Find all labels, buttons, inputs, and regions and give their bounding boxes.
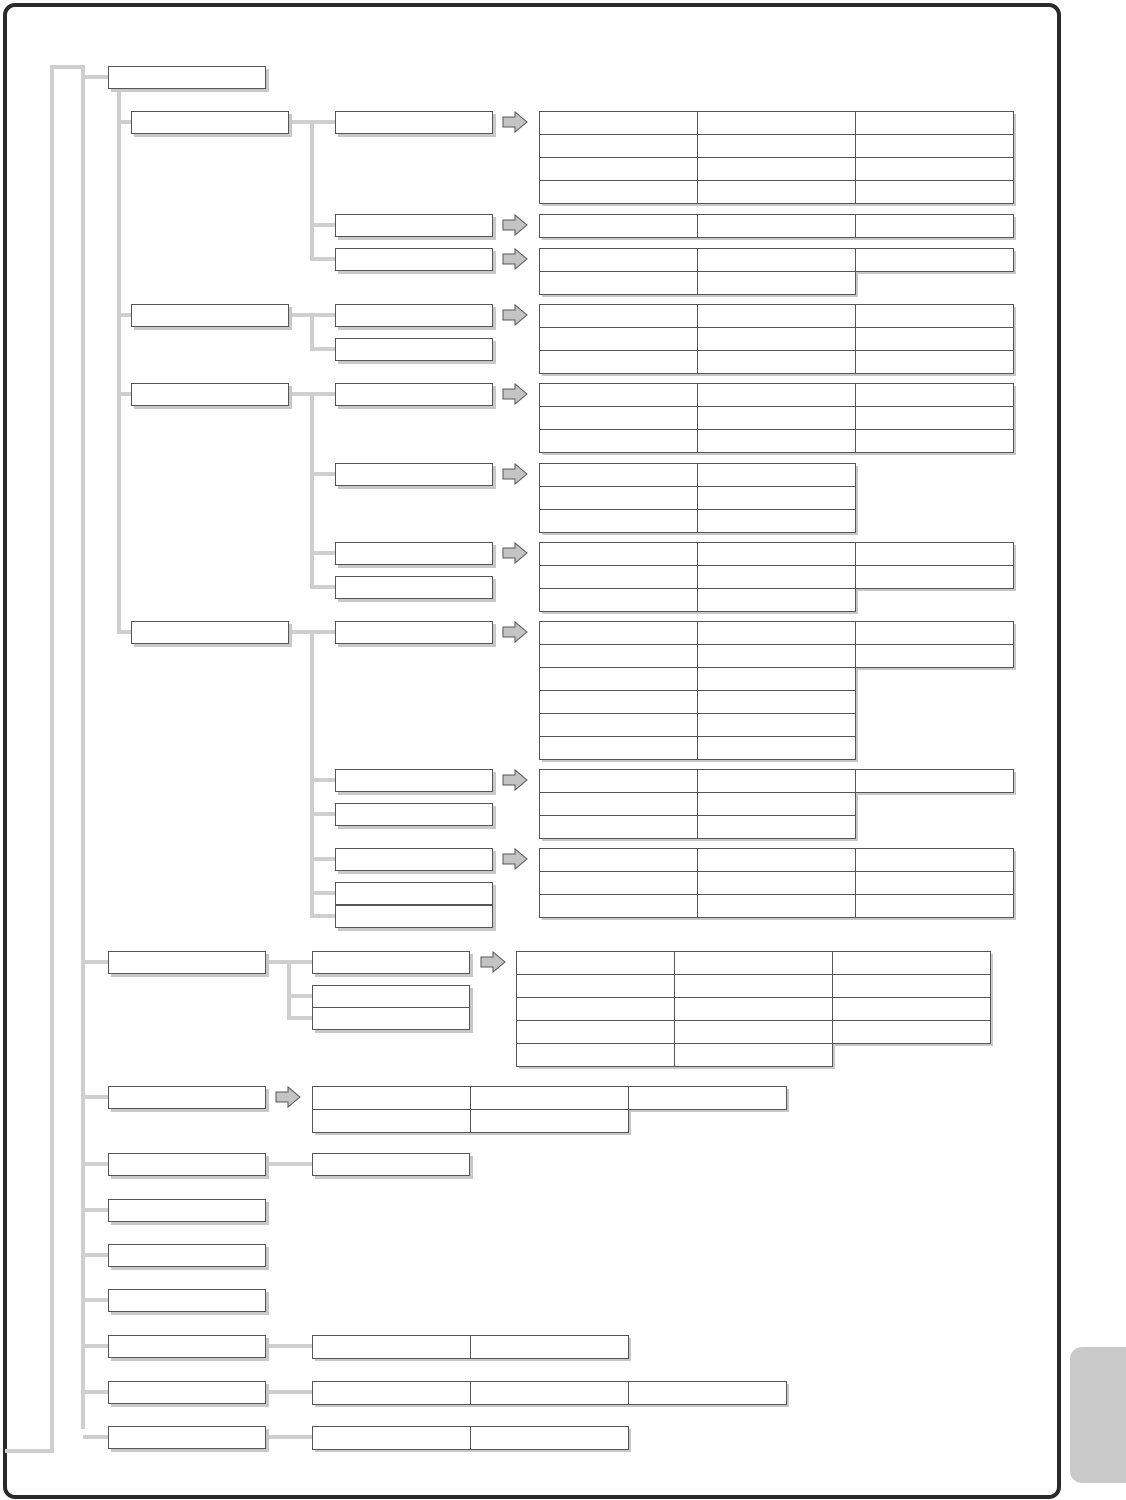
option-table-8-cell [539,690,698,714]
option-table-5-cell [697,383,856,407]
branch-l2-3 [119,630,131,634]
branch-c-2 [310,551,335,555]
single-node [312,1153,470,1176]
root-spine-outer [50,65,54,1452]
branch-d-4 [310,891,335,895]
option-table-4-cell [697,304,856,328]
option-table-10-cell [697,894,856,918]
level1-node-5 [108,1244,266,1267]
branch-l1-3 [83,1162,108,1166]
option-table-1-cell [539,134,698,158]
level3-node-4 [335,338,493,361]
option-table-9-cell [539,792,698,816]
option-table-8-cell [697,667,856,691]
option-table-9-cell [539,769,698,793]
branch-c-0 [310,392,335,396]
option-table-8-cell [697,713,856,737]
option-table-5-cell [539,429,698,453]
option-table-6-cell [539,486,698,510]
branch-e-2 [287,1016,312,1020]
option-table-1-cell [855,134,1014,158]
option-table-8-cell [697,621,856,645]
option-table-9-cell [697,815,856,839]
level3b-node-1 [312,985,470,1008]
branch-l1-8 [83,1390,108,1394]
level1-node-8 [108,1381,266,1404]
option-table-10-cell [539,871,698,895]
option-table-14-cell [312,1381,471,1405]
option-table-3-cell [539,271,698,295]
level3-node-7 [335,542,493,565]
option-table-2-cell [855,214,1014,238]
option-table-9-cell [697,792,856,816]
level3-node-13 [335,882,493,905]
option-table-12-cell [470,1109,629,1133]
spine-d [310,632,314,917]
option-table-3-cell [855,248,1014,272]
stub-c [289,392,312,396]
spine-e [287,962,291,1018]
level2-node-0 [131,111,289,134]
right-arrow-icon [481,952,505,972]
branch-c-3 [310,585,335,589]
option-table-8-cell [539,667,698,691]
right-arrow-icon [503,112,527,132]
branch-e-1 [287,994,312,998]
branch-l1-6 [83,1298,108,1302]
level1-node-0 [108,66,266,89]
branch-d-1 [310,778,335,782]
option-table-8-cell [855,621,1014,645]
branch-a-0 [310,120,335,124]
option-table-11-cell [674,951,833,975]
option-table-7-cell [539,588,698,612]
level3b-node-2 [312,1007,470,1030]
option-table-14-cell [470,1381,629,1405]
stub-d [289,630,312,634]
option-table-8-cell [855,644,1014,668]
option-table-11-cell [674,1020,833,1044]
option-table-8-cell [539,713,698,737]
option-table-1-cell [697,157,856,181]
option-table-11-cell [516,1043,675,1067]
branch-l2-0 [119,120,131,124]
level3b-node-0 [312,951,470,974]
branch-e-0 [287,960,312,964]
link-1 [266,1344,312,1348]
option-table-1-cell [855,157,1014,181]
level1-node-3 [108,1153,266,1176]
branch-l1-7 [83,1344,108,1348]
branch-c-1 [310,472,335,476]
level1-node-1 [108,951,266,974]
option-table-1-cell [697,134,856,158]
option-table-4-cell [539,304,698,328]
option-table-9-cell [539,815,698,839]
option-table-1-cell [697,180,856,204]
option-table-5-cell [855,383,1014,407]
branch-d-2 [310,812,335,816]
option-table-13-cell [470,1335,629,1359]
option-table-4-cell [539,350,698,374]
option-table-12-cell [312,1109,471,1133]
option-table-8-cell [697,644,856,668]
branch-b-1 [310,347,335,351]
spine-a [310,122,314,261]
option-table-8-cell [539,736,698,760]
right-arrow-icon [503,770,527,790]
branch-b-0 [310,313,335,317]
level3-node-12 [335,848,493,871]
level3-node-5 [335,383,493,406]
option-table-5-cell [855,429,1014,453]
branch-a-2 [310,257,335,261]
option-table-4-cell [697,327,856,351]
level3-node-2 [335,248,493,271]
level3-node-8 [335,576,493,599]
option-table-4-cell [697,350,856,374]
option-table-11-cell [516,1020,675,1044]
option-table-7-cell [697,542,856,566]
level2-node-3 [131,621,289,644]
option-table-10-cell [697,871,856,895]
option-table-11-cell [832,997,991,1021]
option-table-11-cell [832,974,991,998]
option-table-1-cell [697,111,856,135]
right-arrow-icon [503,622,527,642]
option-table-11-cell [832,1020,991,1044]
root-spine-bottom [5,1449,54,1453]
option-table-7-cell [697,588,856,612]
option-table-4-cell [855,304,1014,328]
option-table-7-cell [855,542,1014,566]
option-table-1-cell [539,111,698,135]
option-table-4-cell [855,327,1014,351]
level3-node-10 [335,769,493,792]
root-spine-inner [81,65,85,1429]
right-arrow-icon [503,249,527,269]
option-table-5-cell [697,406,856,430]
option-table-10-cell [855,871,1014,895]
option-table-1-cell [855,111,1014,135]
option-table-11-cell [674,1043,833,1067]
level3-node-9 [335,621,493,644]
right-arrow-icon [503,384,527,404]
option-table-10-cell [855,848,1014,872]
level3-node-14 [335,905,493,928]
option-table-6-cell [697,463,856,487]
branch-l1-9 [83,1435,108,1439]
option-table-2-cell [539,214,698,238]
level3-node-3 [335,304,493,327]
root-spine-top [50,65,85,69]
option-table-9-cell [697,769,856,793]
option-table-3-cell [539,248,698,272]
stub-e [266,960,289,964]
option-table-6-cell [697,486,856,510]
option-table-5-cell [855,406,1014,430]
option-table-7-cell [697,565,856,589]
option-table-12-cell [628,1086,787,1110]
option-table-11-cell [516,951,675,975]
branch-a-1 [310,223,335,227]
option-table-4-cell [539,327,698,351]
right-arrow-icon [503,849,527,869]
spine-l2 [117,88,121,634]
level1-node-6 [108,1289,266,1312]
right-arrow-icon [503,305,527,325]
option-table-11-cell [832,951,991,975]
option-table-12-cell [470,1086,629,1110]
branch-l2-1 [119,313,131,317]
option-table-11-cell [516,974,675,998]
spine-b [310,315,314,350]
option-table-6-cell [697,509,856,533]
option-table-8-cell [539,621,698,645]
option-table-3-cell [697,271,856,295]
level3-node-1 [335,214,493,237]
branch-d-5 [310,914,335,918]
branch-l1-4 [83,1208,108,1212]
option-table-12-cell [312,1086,471,1110]
option-table-4-cell [855,350,1014,374]
stub-b [289,313,312,317]
option-table-6-cell [539,463,698,487]
option-table-3-cell [697,248,856,272]
link-2 [266,1390,312,1394]
option-table-10-cell [697,848,856,872]
link-0 [266,1162,312,1166]
option-table-10-cell [855,894,1014,918]
option-table-8-cell [697,736,856,760]
level3-node-11 [335,803,493,826]
option-table-11-cell [516,997,675,1021]
branch-l1-2 [83,1095,108,1099]
option-table-8-cell [697,690,856,714]
spine-c [310,394,314,589]
option-table-15-cell [312,1426,471,1450]
branch-l2-2 [119,392,131,396]
option-table-15-cell [470,1426,629,1450]
branch-d-0 [310,630,335,634]
branch-l1-5 [83,1253,108,1257]
level3-node-6 [335,463,493,486]
right-arrow-icon [503,543,527,563]
option-table-8-cell [539,644,698,668]
branch-l1-0 [83,75,108,79]
level2-node-2 [131,383,289,406]
option-table-11-cell [674,974,833,998]
option-table-5-cell [697,429,856,453]
option-table-5-cell [539,383,698,407]
branch-l1-1 [83,960,108,964]
option-table-7-cell [539,565,698,589]
option-table-10-cell [539,894,698,918]
stub-a [289,120,312,124]
level3-node-0 [335,111,493,134]
level1-node-7 [108,1335,266,1358]
option-table-2-cell [697,214,856,238]
option-table-7-cell [855,565,1014,589]
option-table-1-cell [539,157,698,181]
option-table-5-cell [539,406,698,430]
option-table-13-cell [312,1335,471,1359]
right-arrow-icon [503,464,527,484]
link-3 [266,1435,312,1439]
option-table-9-cell [855,769,1014,793]
option-table-7-cell [539,542,698,566]
option-table-10-cell [539,848,698,872]
option-table-14-cell [628,1381,787,1405]
level1-node-4 [108,1199,266,1222]
branch-d-3 [310,857,335,861]
option-table-1-cell [855,180,1014,204]
right-arrow-icon [276,1087,300,1107]
level1-node-2 [108,1086,266,1109]
option-table-6-cell [539,509,698,533]
option-table-1-cell [539,180,698,204]
option-table-11-cell [674,997,833,1021]
level1-node-9 [108,1426,266,1449]
level2-node-1 [131,304,289,327]
right-arrow-icon [503,215,527,235]
